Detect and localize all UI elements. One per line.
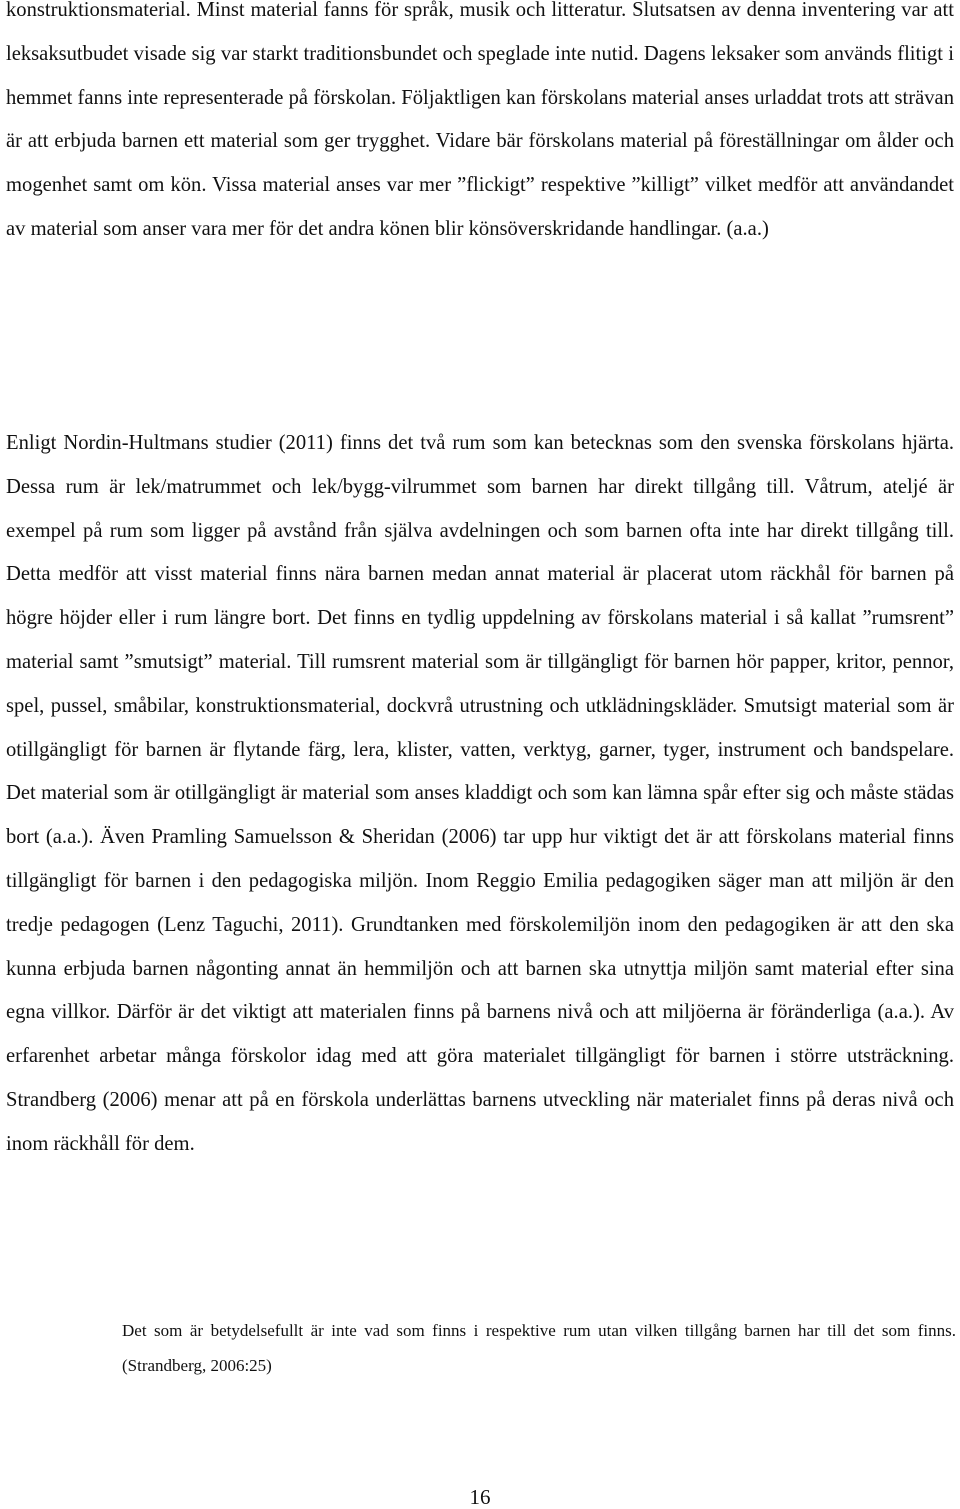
block-quote: Det som är betydelsefullt är inte vad som finns i respektive rum utan vilken tillgång barnen har till det som finns. (Strandberg, 2006:25): [122, 1321, 956, 1375]
body-paragraph-1: konstruktionsmaterial. Minst material fanns för språk, musik och litteratur. Slutsatsen av denna inventering var att leksaksutbudet visade sig var starkt traditionsbundet och speglade inte nutid. Dagens leksaker som används flitigt i hemmet fanns inte representerade på förskolan. Följaktligen kan förskolans material anses urladdat trots att strävan är att erbjuda barnen ett material som ger trygghet. Vidare bär förskolans material på föreställningar om ålder och mogenhet samt om kön. Vissa material anses var mer ”flickigt” respektive ”killigt” vilket medför att användandet av material som anser vara mer för det andra könen blir könsöverskridande handlingar. (a.a.): [6, 0, 954, 240]
page-number: 16: [469, 1485, 491, 1509]
body-paragraph-2: Enligt Nordin-Hultmans studier (2011) finns det två rum som kan betecknas som den svenska förskolans hjärta. Dessa rum är lek/matrummet och lek/bygg-vilrummet som barnen har direkt tillgång till. Våtrum, ateljé är exempel på rum som ligger på avstånd från själva avdelningen och som barnen ofta inte har direkt tillgång till. Detta medför att visst material finns nära barnen medan annat material är placerat utom räckhål för barnen på högre höjder eller i rum längre bort. Det finns en tydlig uppdelning av förskolans material i så kallat ”rumsrent” material samt ”smutsigt” material. Till rumsrent material som är tillgängligt för barnen hör papper, kritor, pennor, spel, pussel, småbilar, konstruktionsmaterial, dockvrå utrustning och utklädningskläder. Smutsigt material som är otillgängligt för barnen är flytande färg, lera, klister, vatten, verktyg, garner, tyger, instrument och bandspelare. Det material som är otillgängligt är material som anses kladdigt och som kan lämna spår efter sig och måste städas bort (a.a.). Även Pramling Samuelsson & Sheridan (2006) tar upp hur viktigt det är att förskolans material finns tillgängligt för barnen i den pedagogiska miljön. Inom Reggio Emilia pedagogiken säger man att miljön är den tredje pedagogen (Lenz Taguchi, 2011). Grundtanken med förskolemiljön inom den pedagogiken är att den ska kunna erbjuda barnen någonting annat än hemmiljön och att barnen ska utnyttja miljön samt material efter sina egna villkor. Därför är det viktigt att materialen finns på barnens nivå och att miljöerna är föränderliga (a.a.). Av erfarenhet arbetar många förskolor idag med att göra materialet tillgängligt för barnen i större utsträckning. Strandberg (2006) menar att på en förskola underlättas barnens utveckling när materialet finns på deras nivå och inom räckhåll för dem.: [6, 432, 954, 1155]
